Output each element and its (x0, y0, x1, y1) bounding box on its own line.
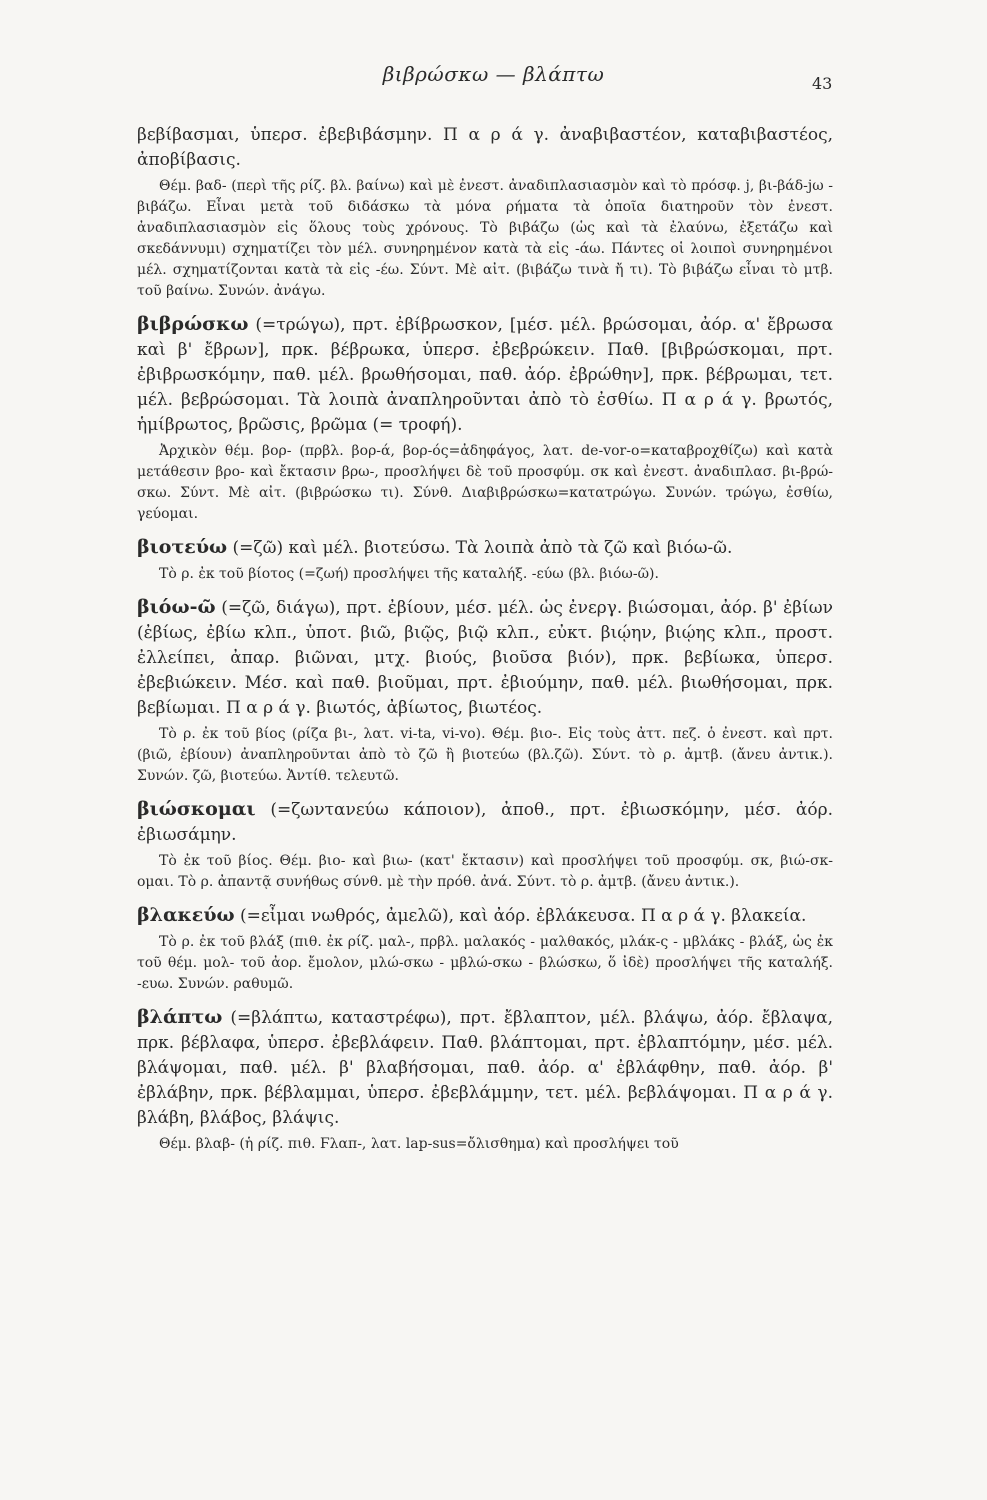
entry-bibrosko (137, 312, 833, 438)
entry-text: (=ζωντανεύω κάποιον), ἀποθ., πρτ. ἐβιωσκόμην, μέσ. ἀόρ. ἐβιωσάμην. (137, 800, 833, 845)
entry-lemma: βιόω-ῶ (137, 596, 216, 618)
entry-bioo (137, 595, 833, 721)
entry-lemma: βλακεύω (137, 904, 235, 926)
entry-note: Τὸ ρ. ἐκ τοῦ βλάξ (πιθ. ἐκ ρίζ. μαλ-, πρβλ. μαλακός - μαλθακός, μλάκ-ς - μβλάκς - βλάξ, ὡς ἐκ τοῦ θέμ. μολ- τοῦ ἀορ. ἔμολον, μλώ-σκω - μβλώ-σκω - βλώσκω, ὅ ἰδὲ) προσλήψει τῆς καταλήξ. -ευω. Συνών. ραθυμῶ. (137, 934, 833, 992)
entry-note: Ἀρχικὸν θέμ. βορ- (πρβλ. βορ-ά, βορ-ός=ἀδηφάγος, λατ. de-vor-o=καταβροχθίζω) καὶ κατὰ μετάθεσιν βρο- καὶ ἔκτασιν βρω-, προσλήψει δὲ τοῦ προσφύμ. σκ καὶ ἐνεστ. ἀναδιπλασ. βι-βρώ-σκω. Σύντ. Μὲ αἰτ. (βιβρώσκω τι). Σύνθ. Διαβιβρώσκω=κατατρώγω. Συνών. τρώγω, ἐσθίω, γεύομαι. (137, 443, 833, 522)
entry-note: Τὸ ρ. ἐκ τοῦ βίοτος (=ζωή) προσλήψει τῆς καταλήξ. -εύω (βλ. βιόω-ῶ). (159, 566, 659, 582)
entry-blapto (137, 1005, 833, 1131)
entry-text: (=εἶμαι νωθρός, ἀμελῶ), καὶ ἀόρ. ἐβλάκευσα. Π α ρ ά γ. βλακεία. (240, 906, 807, 926)
entry-note: Θέμ. βλαβ- (ἡ ρίζ. πιθ. Ϝλαπ-, λατ. lap-sus=ὄλισθημα) καὶ προσλήψει τοῦ (159, 1136, 679, 1152)
entry-text: (=ζῶ, διάγω), πρτ. ἐβίουν, μέσ. μέλ. ὡς ἐνεργ. βιώσομαι, ἀόρ. β' ἐβίων (ἐβίως, ἐβίω κλπ., ὑποτ. βιῶ, βιῷς, βιῷ κλπ., εὐκτ. βιῴην, βιῴης κλπ., προστ. ἐλλείπει, ἀπαρ. βιῶναι, μτχ. βιούς, βιοῦσα βιόν), πρκ. βεβίωκα, ὑπερσ. ἐβεβιώκειν. Μέσ. καὶ παθ. βιοῦμαι, πρτ. ἐβιούμην, παθ. μέλ. βιωθήσομαι, πρκ. βεβίωμαι. Π α ρ ά γ. βιωτός, ἀβίωτος, βιωτέος. (137, 598, 833, 718)
entry-lemma: βιοτεύω (137, 536, 228, 558)
intro-text: βεβίβασμαι, ὑπερσ. ἐβεβιβάσμην. Π α ρ ά γ. ἀναβιβαστέον, καταβιβαστέος, ἀποβίβασις. (137, 125, 833, 170)
entry-text: (=βλάπτω, καταστρέφω), πρτ. ἔβλαπτον, μέλ. βλάψω, ἀόρ. ἔβλαψα, πρκ. βέβλαφα, ὑπερσ. ἐβεβλάφειν. Παθ. βλάπτομαι, πρτ. ἐβλαπτόμην, μέσ. μέλ. βλάψομαι, παθ. μέλ. β' βλαβήσομαι, παθ. ἀόρ. α' ἐβλάφθην, παθ. ἀόρ. β' ἐβλάβην, πρκ. βέβλαμμαι, ὑπερσ. ἐβεβλάμμην, τετ. μέλ. βεβλάψομαι. Π α ρ ά γ. βλάβη, βλάβος, βλάψις. (137, 1008, 834, 1128)
entry-bioskomai (137, 797, 833, 848)
entry-note: Τὸ ἐκ τοῦ βίος. Θέμ. βιο- καὶ βιω- (κατ' ἔκτασιν) καὶ προσλήψει τοῦ προσφύμ. σκ, βιώ-σκ-ομαι. Τὸ ρ. ἀπαντᾷ συνήθως σύνθ. μὲ τὴν πρόθ. ἀνά. Σύντ. τὸ ρ. ἀμτβ. (ἄνευ ἀντικ.). (137, 853, 833, 890)
page-body (137, 123, 833, 1155)
entry-blakeuo (137, 903, 833, 929)
entry-bioteuo (137, 535, 833, 561)
entry-text: (=ζῶ) καὶ μέλ. βιοτεύσω. Τὰ λοιπὰ ἀπὸ τὰ ζῶ καὶ βιόω-ῶ. (232, 538, 733, 558)
entry-note: Τὸ ρ. ἐκ τοῦ βίος (ρίζα βι-, λατ. vi-ta, vi-vo). Θέμ. βιο-. Εἰς τοὺς ἀττ. πεζ. ὁ ἐνεστ. καὶ πρτ. (βιῶ, ἐβίουν) ἀναπληροῦνται ἀπὸ τὸ ζῶ ἢ βιοτεύω (βλ.ζῶ). Σύντ. τὸ ρ. ἀμτβ. (ἄνευ ἀντικ.). Συνών. ζῶ, βιοτεύω. Ἀντίθ. τελευτῶ. (137, 726, 833, 784)
entry-lemma: βλάπτω (137, 1006, 223, 1028)
intro-note: Θέμ. βαδ- (περὶ τῆς ρίζ. βλ. βαίνω) καὶ μὲ ἐνεστ. ἀναδιπλασιασμὸν καὶ τὸ πρόσφ. j, βι-βάδ-jω - βιβάζω. Εἶναι μετὰ τοῦ διδάσκω τὰ μόνα ρήματα τὰ ὁποῖα διατηροῦν τὸν ἐνεστ. ἀναδιπλασιασμὸν εἰς ὅλους τοὺς χρόνους. Τὸ βιβάζω (ὡς καὶ τὰ ἐλαύνω, ἐξετάζω καὶ σκεδάννυμι) σχηματίζει τὸν μέλ. συνηρημένον κατὰ τὰ εἰς -άω. Πάντες οἱ λοιποὶ συνηρημένοι μέλ. σχηματίζονται κατὰ τὰ εἰς -έω. Σύντ. Μὲ αἰτ. (βιβάζω τινὰ ἤ τι). Τὸ βιβάζω εἶναι τὸ μτβ. τοῦ βαίνω. Συνών. ἀνάγω. (137, 178, 833, 299)
page-number: 43 (812, 74, 833, 93)
entry-text: (=τρώγω), πρτ. ἐβίβρωσκον, [μέσ. μέλ. βρώσομαι, ἀόρ. α' ἔβρωσα καὶ β' ἔβρων], πρκ. βέβρωκα, ὑπερσ. ἐβεβρώκειν. Παθ. [βιβρώσκομαι, πρτ. ἐβιβρωσκόμην, παθ. μέλ. βρωθήσομαι, παθ. ἀόρ. ἐβρώθην], πρκ. βέβρωμαι, τετ. μέλ. βεβρώσομαι. Τὰ λοιπὰ ἀναπληροῦνται ἀπὸ τὸ ἐσθίω. Π α ρ ά γ. βρωτός, ἡμίβρωτος, βρῶσις, βρῶμα (= τροφή). (137, 315, 833, 435)
entry-lemma: βιώσκομαι (137, 798, 256, 820)
running-title: βιβρώσκω — βλάπτω (382, 62, 605, 86)
entry-lemma: βιβρώσκω (137, 313, 249, 335)
